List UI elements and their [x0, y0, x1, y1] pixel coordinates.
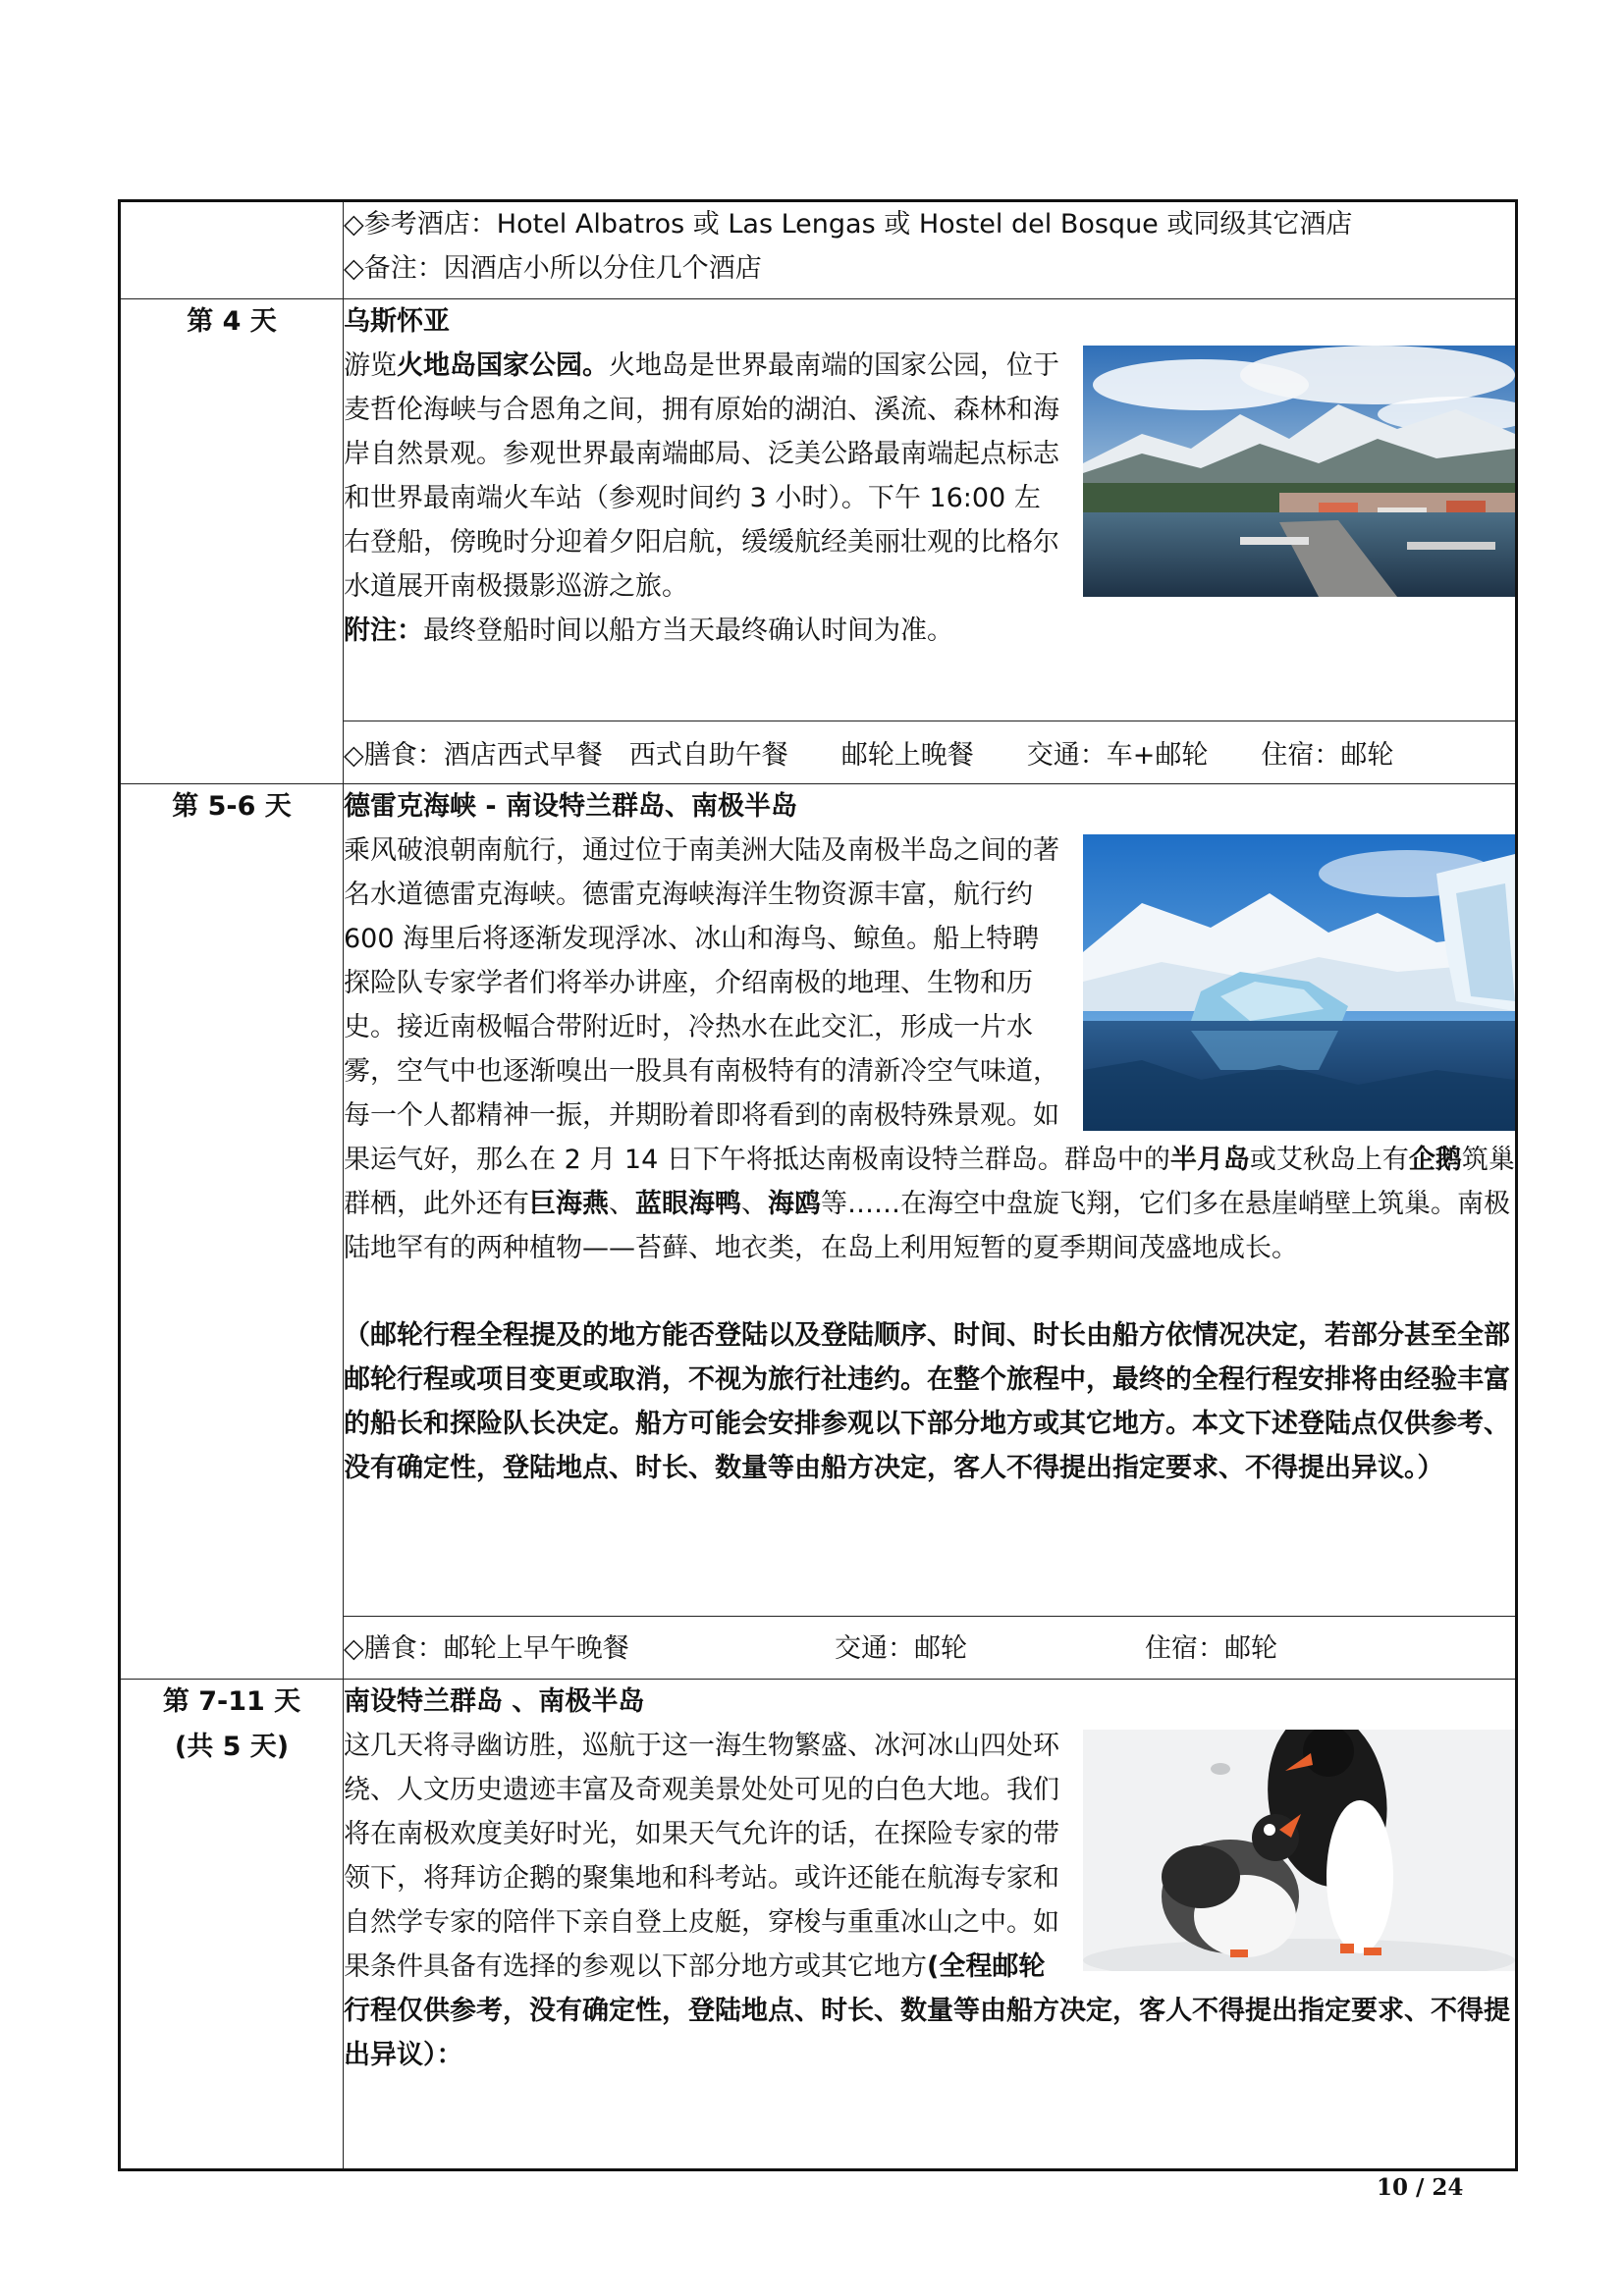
day4-title: 乌斯怀亚 [344, 306, 450, 337]
remark-line: ◇备注：因酒店小所以分住几个酒店 [344, 253, 762, 284]
itinerary-sheet [118, 199, 1518, 2171]
day711-content [344, 1680, 1517, 2170]
day711-title: 南设特兰群岛 、南极半岛 [344, 1686, 645, 1717]
day4-meals: ◇膳食：酒店西式早餐 西式自助午餐 邮轮上晚餐 交通：车+邮轮 住宿：邮轮 [344, 721, 1517, 784]
meal-label: ◇膳食：邮轮上早午晚餐 [344, 1633, 629, 1664]
penguins-photo [1083, 1730, 1515, 1971]
day56-paragraph: 乘风破浪朝南航行，通过位于南美洲大陆及南极半岛之间的著名水道德雷克海峡。德雷克海峡海洋生物资源丰富，航行约 600 海里后将逐渐发现浮冰、冰山和海鸟、鲸鱼。船上特聘探险队专家学者们将举办讲座，介绍南极的地理、生物和历史。接近南极幅合带附近时，冷热水在此交汇，形成一片水雾，空气中也逐渐嗅出一股具有南极特有的清新冷空气味道，每一个人都精神一振，并期盼着即将看到的南极特殊景观。如果运气好，那么在 2 月 14 日下午将抵达南极南设特兰群岛。群岛中的半月岛或艾秋岛上有企鹅筑巢群栖，此外还有巨海燕、蓝眼海鸭、海鸥等……在海空中盘旋飞翔，它们多在悬崖峭壁上筑巢。南极陆地罕有的两种植物——苔藓、地衣类，在岛上利用短暂的夏季期间茂盛地成长。 [344, 835, 1515, 1263]
table-row [120, 1680, 1517, 2170]
page-number: 10 / 24 [1377, 2174, 1464, 2201]
day56-meals [344, 1617, 1517, 1680]
day56-content [344, 784, 1517, 1617]
lodging-label: 住宿：邮轮 [1145, 1633, 1277, 1664]
day4-note: 附注：最终登船时间以船方当天最终确认时间为准。 [344, 615, 953, 646]
itinerary-table [118, 199, 1518, 2171]
hotel-cell [344, 201, 1517, 299]
transport-label: 交通：邮轮 [835, 1633, 967, 1664]
table-row [120, 784, 1517, 1617]
ushuaia-photo [1083, 346, 1515, 597]
day-cell-empty [120, 201, 344, 299]
day711-duration: (共 5 天) [174, 1732, 290, 1762]
drake-iceberg-photo [1083, 834, 1515, 1131]
day-label-day4: 第 4 天 [120, 299, 344, 784]
table-row [120, 201, 1517, 299]
day4-content [344, 299, 1517, 721]
day4-paragraph: 游览火地岛国家公园。火地岛是世界最南端的国家公园，位于麦哲伦海峡与合恩角之间，拥有原始的湖泊、溪流、森林和海岸自然景观。参观世界最南端邮局、泛美公路最南端起点标志和世界最南端火车站（参观时间约 3 小时）。下午 16:00 左右登船，傍晚时分迎着夕阳启航，缓缓航经美丽壮观的比格尔水道展开南极摄影巡游之旅。 [344, 350, 1059, 602]
table-row [120, 299, 1517, 721]
day56-title: 德雷克海峡 - 南设特兰群岛、南极半岛 [344, 791, 798, 822]
hotel-line: ◇参考酒店：Hotel Albatros 或 Las Lengas 或 Hostel del Bosque 或同级其它酒店 [344, 209, 1353, 240]
day711-paragraph: 这几天将寻幽访胜，巡航于这一海生物繁盛、冰河冰山四处环绕、人文历史遗迹丰富及奇观美景处处可见的白色大地。我们将在南极欢度美好时光，如果天气允许的话，在探险专家的带领下，将拜访企鹅的聚集地和科考站。或许还能在航海专家和自然学专家的陪伴下亲自登上皮艇，穿梭与重重冰山之中。如果条件具备有选择的参观以下部分地方或其它地方(全程邮轮行程仅供参考，没有确定性，登陆地点、时长、数量等由船方决定，客人不得提出指定要求、不得提出异议）： [344, 1731, 1510, 2070]
day-label-day711: 第 7-11 天 (共 5 天) [120, 1680, 344, 2170]
day-label-day56: 第 5-6 天 [120, 784, 344, 1680]
cruise-disclaimer: （邮轮行程全程提及的地方能否登陆以及登陆顺序、时间、时长由船方依情况决定，若部分甚至全部邮轮行程或项目变更或取消，不视为旅行社违约。在整个旅程中，最终的全程行程安排将由经验丰富的船长和探险队长决定。船方可能会安排参观以下部分地方或其它地方。本文下述登陆点仅供参考、没有确定性，登陆地点、时长、数量等由船方决定，客人不得提出指定要求、不得提出异议。） [344, 1320, 1510, 1483]
